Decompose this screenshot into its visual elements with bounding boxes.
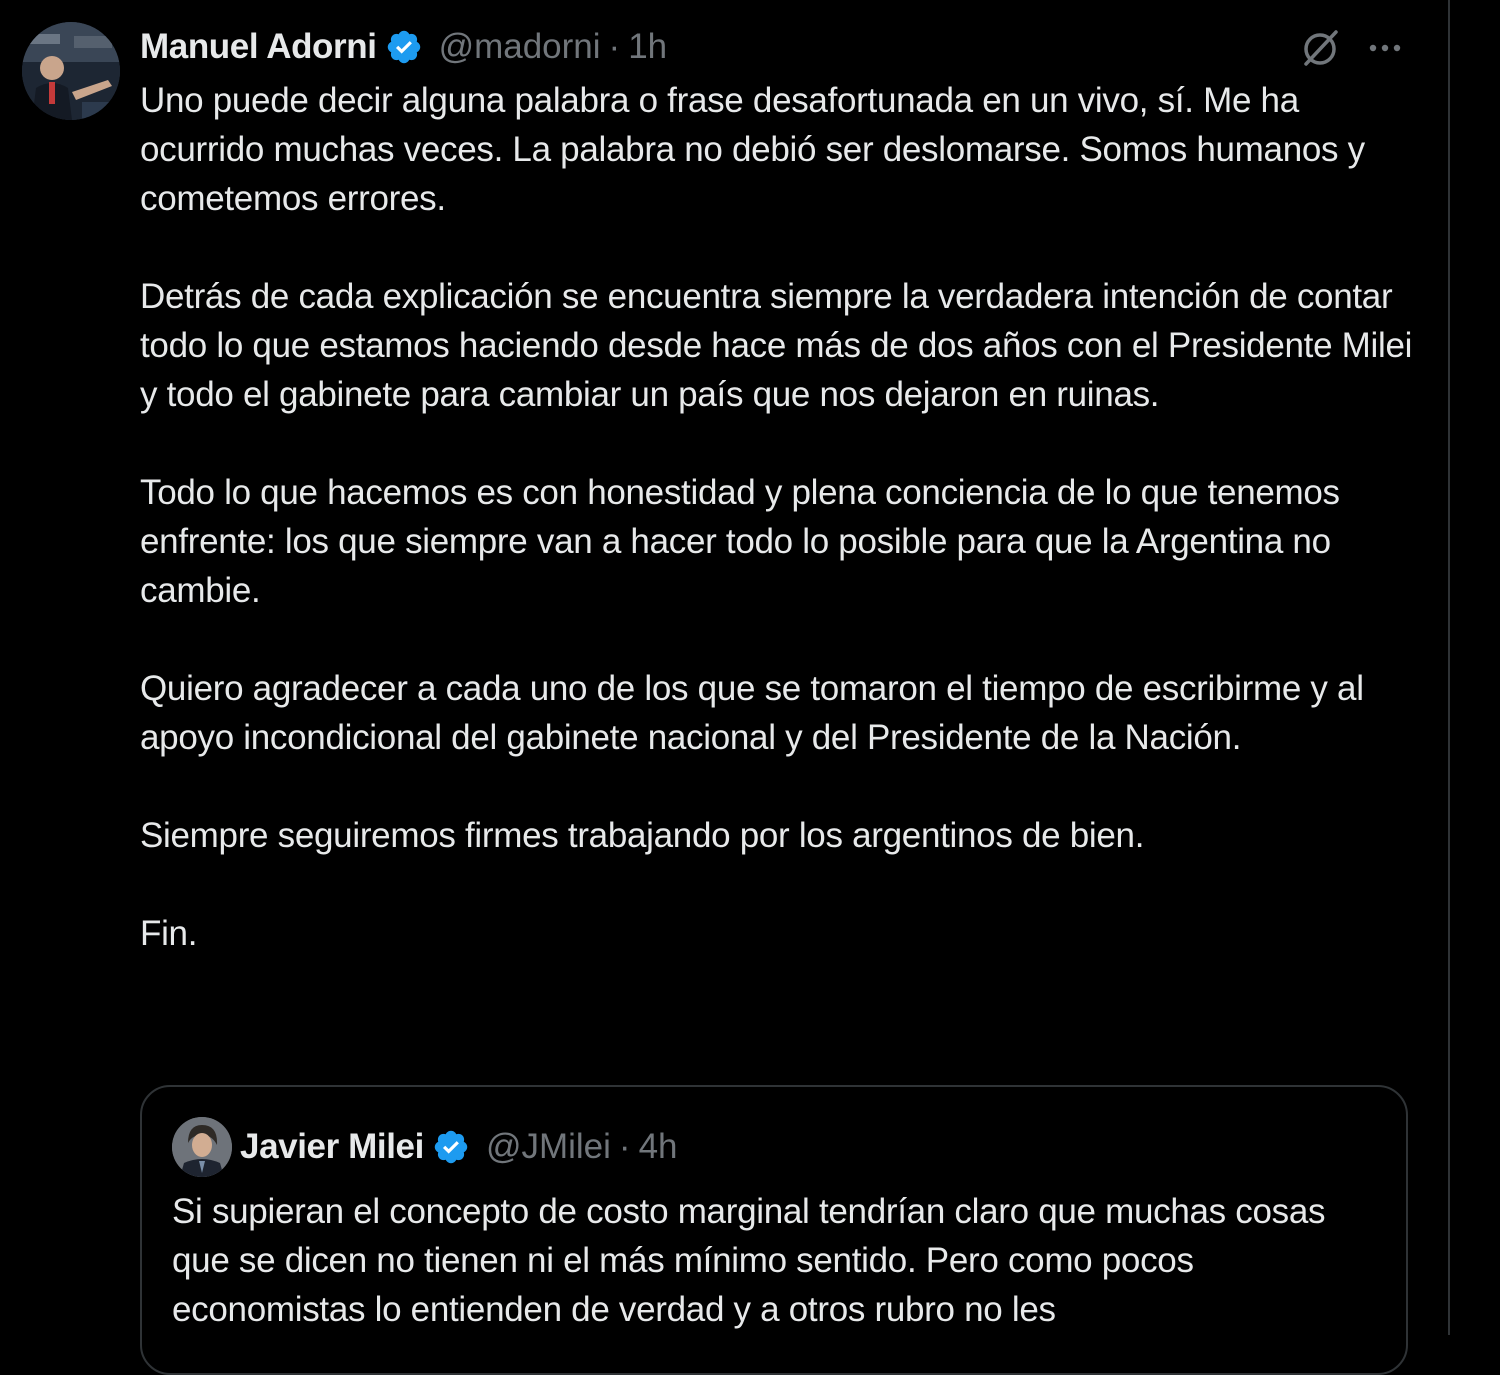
author-avatar[interactable] <box>22 22 120 120</box>
tweet-paragraph: Fin. <box>140 914 198 953</box>
verified-badge-icon <box>432 1128 470 1166</box>
quoted-tweet-text: Si supieran el concepto de costo marginal tendrían claro que muchas cosas que se dicen no tienen ni el más mínimo sentido. Pero como pocos economistas lo entienden de verdad y a otros rubro no les <box>172 1192 1326 1329</box>
tweet-paragraph: Uno puede decir alguna palabra o frase desafortunada en un vivo, sí. Me ha ocurrido muchas veces. La palabra no debió ser deslomarse. Somos humanos y cometemos errores. <box>140 81 1365 218</box>
grok-icon[interactable] <box>1298 26 1342 70</box>
quoted-tweet-header <box>240 1123 678 1171</box>
tweet-header <box>140 24 667 70</box>
separator-dot: · <box>608 27 621 66</box>
column-divider <box>1448 0 1450 1335</box>
separator-dot: · <box>618 1127 631 1166</box>
quoted-author-display-name[interactable]: Javier Milei <box>240 1127 424 1166</box>
tweet-paragraph: Siempre seguiremos firmes trabajando por los argentinos de bien. <box>140 816 1145 855</box>
tweet-paragraph: Quiero agradecer a cada uno de los que se tomaron el tiempo de escribirme y al apoyo incondicional del gabinete nacional y del Presidente de la Nación. <box>140 669 1364 757</box>
author-display-name[interactable]: Manuel Adorni <box>140 27 377 66</box>
quoted-tweet-timestamp[interactable]: 4h <box>638 1127 678 1166</box>
tweet-paragraph: Detrás de cada explicación se encuentra siempre la verdadera intención de contar todo lo que estamos haciendo desde hace más de dos años con el Presidente Milei y todo el gabinete para cambiar un país que nos dejaron en ruinas. <box>140 277 1413 414</box>
quoted-author-avatar[interactable] <box>172 1117 232 1177</box>
author-handle[interactable]: @madorni <box>438 27 601 66</box>
tweet-text <box>140 76 1430 1007</box>
tweet-paragraph: Todo lo que hacemos es con honestidad y plena conciencia de lo que tenemos enfrente: los que siempre van a hacer todo lo posible para que la Argentina no cambie. <box>140 473 1340 610</box>
avatar-image <box>22 22 120 120</box>
tweet-timestamp[interactable]: 1h <box>628 27 668 66</box>
verified-badge-icon <box>385 28 423 66</box>
more-options-icon[interactable] <box>1362 26 1408 70</box>
quoted-avatar-image <box>172 1117 232 1177</box>
quoted-tweet-card[interactable] <box>140 1085 1408 1375</box>
quoted-author-handle[interactable]: @JMilei <box>485 1127 611 1166</box>
